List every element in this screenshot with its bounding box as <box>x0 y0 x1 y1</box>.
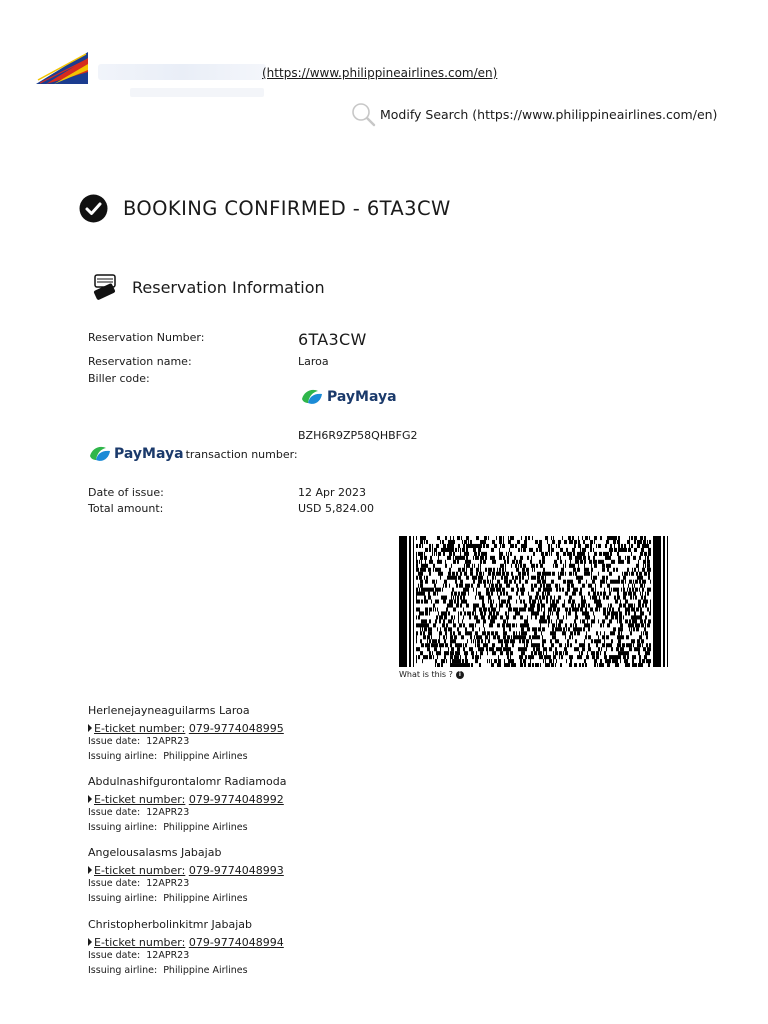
caret-right-icon <box>88 866 92 874</box>
issuing-airline-label: Issuing airline: <box>88 751 158 762</box>
airline-logo[interactable] <box>34 50 266 102</box>
passenger-entry <box>88 918 428 980</box>
reservation-number-label: Reservation Number: <box>88 331 205 344</box>
paymaya-icon <box>300 387 324 407</box>
caret-right-icon <box>88 795 92 803</box>
passenger-name: Abdulnashifgurontalomr Radiamoda <box>88 775 287 788</box>
issuing-airline-label: Issuing airline: <box>88 822 158 833</box>
issue-date-label: Issue date: <box>88 807 141 818</box>
reservation-section-header <box>90 273 325 301</box>
reservation-name-label: Reservation name: <box>88 355 192 368</box>
issuing-airline-row <box>88 822 428 837</box>
issuing-airline-label: Issuing airline: <box>88 893 158 904</box>
caret-right-icon <box>88 938 92 946</box>
home-link[interactable]: (https://www.philippineairlines.com/en) <box>262 66 498 80</box>
issuing-airline-row <box>88 893 428 908</box>
reservation-name-value: Laroa <box>298 355 329 368</box>
logo-wordmark <box>98 64 266 80</box>
paymaya-brand: PayMaya <box>327 389 397 405</box>
check-circle-icon <box>79 194 108 223</box>
passenger-entry <box>88 704 428 766</box>
issue-date-label: Issue date: <box>88 878 141 889</box>
eticket-label: E-ticket number: <box>94 935 186 949</box>
pdf417-barcode <box>399 536 669 667</box>
issuing-airline-value: Philippine Airlines <box>163 893 248 904</box>
what-is-this-link[interactable] <box>399 670 464 679</box>
eticket-toggle[interactable] <box>88 934 428 950</box>
eticket-number: 079-9774048992 <box>188 792 284 806</box>
total-amount-label: Total amount: <box>88 502 164 515</box>
passenger-entry <box>88 846 428 908</box>
transaction-number-label: transaction number: <box>185 447 298 461</box>
passenger-name: Herlenejayneaguilarms Laroa <box>88 704 250 717</box>
date-of-issue-label: Date of issue: <box>88 486 164 499</box>
passenger-entry <box>88 775 428 837</box>
issuing-airline-label: Issuing airline: <box>88 965 158 976</box>
info-icon: i <box>456 671 464 679</box>
biller-code-value: BZH6R9ZP58QHBFG2 <box>298 429 418 442</box>
search-icon <box>350 101 376 127</box>
reservation-heading: Reservation Information <box>132 277 325 297</box>
ticket-card-icon <box>90 273 120 301</box>
issue-date-label: Issue date: <box>88 950 141 961</box>
philippine-airlines-logo-icon <box>34 50 94 86</box>
issue-date-row <box>88 878 428 893</box>
reservation-number-value: 6TA3CW <box>298 330 367 349</box>
issue-date-value: 12APR23 <box>146 807 190 818</box>
eticket-label: E-ticket number: <box>94 721 186 735</box>
issuing-airline-value: Philippine Airlines <box>163 822 248 833</box>
issue-date-row <box>88 950 428 965</box>
page-title: BOOKING CONFIRMED - 6TA3CW <box>123 197 451 220</box>
passenger-name: Angelousalasms Jabajab <box>88 846 222 859</box>
paymaya-transaction-row <box>88 444 298 464</box>
caret-right-icon <box>88 724 92 732</box>
eticket-toggle[interactable] <box>88 720 428 736</box>
issuing-airline-value: Philippine Airlines <box>163 751 248 762</box>
issue-date-value: 12APR23 <box>146 950 190 961</box>
modify-search-label: Modify Search (https://www.philippineairlines.com/en) <box>380 106 718 122</box>
total-amount-value: USD 5,824.00 <box>298 502 374 515</box>
confirmation-banner <box>79 194 451 223</box>
paymaya-icon <box>88 444 112 464</box>
eticket-toggle[interactable] <box>88 791 428 807</box>
issue-date-label: Issue date: <box>88 736 141 747</box>
eticket-number: 079-9774048995 <box>188 721 284 735</box>
issue-date-row <box>88 736 428 751</box>
eticket-label: E-ticket number: <box>94 792 186 806</box>
paymaya-logo <box>300 387 397 407</box>
paymaya-brand: PayMaya <box>114 446 184 462</box>
eticket-toggle[interactable] <box>88 862 428 878</box>
passenger-name: Christopherbolinkitmr Jabajab <box>88 918 253 931</box>
issue-date-value: 12APR23 <box>146 878 190 889</box>
eticket-number: 079-9774048994 <box>188 935 284 949</box>
issuing-airline-row <box>88 965 428 980</box>
biller-code-label: Biller code: <box>88 372 150 385</box>
issuing-airline-value: Philippine Airlines <box>163 965 248 976</box>
date-of-issue-value: 12 Apr 2023 <box>298 486 367 499</box>
issuing-airline-row <box>88 751 428 766</box>
eticket-number: 079-9774048993 <box>188 863 284 877</box>
eticket-label: E-ticket number: <box>94 863 186 877</box>
issue-date-value: 12APR23 <box>146 736 190 747</box>
what-is-this-label: What is this ? <box>399 670 453 679</box>
modify-search-link[interactable] <box>350 102 717 126</box>
issue-date-row <box>88 807 428 822</box>
logo-tagline <box>130 88 264 97</box>
